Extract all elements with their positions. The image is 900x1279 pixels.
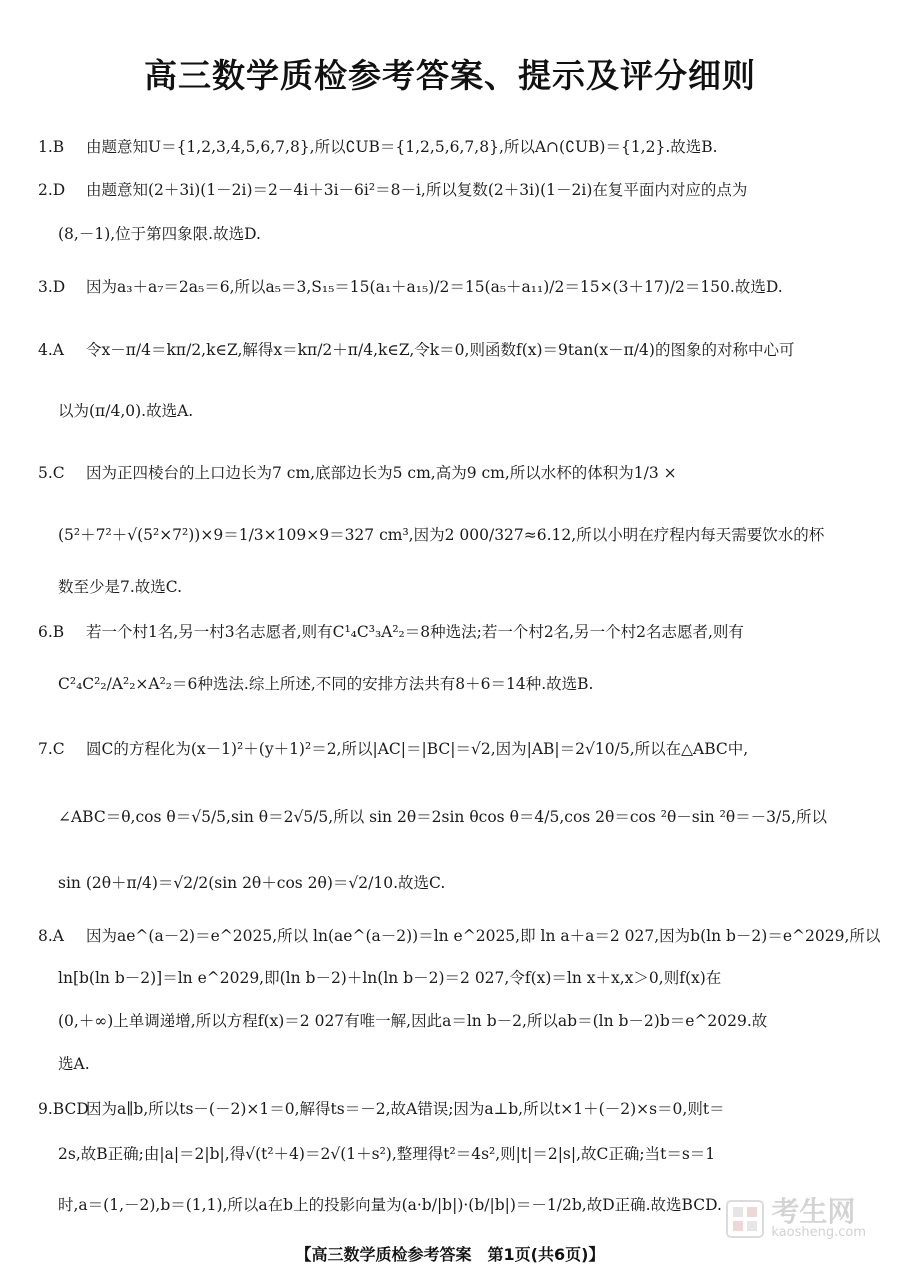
answer-2-line-2: (8,－1),位于第四象限.故选D. xyxy=(58,225,261,243)
answer-7: 7.C 圆C的方程化为(x－1)²＋(y＋1)²＝2,所以|AC|＝|BC|＝√2,因为|AB|＝2√10/5,所以在△ABC中, xyxy=(38,740,749,758)
page-footer: 【高三数学质检参考答案 第1页(共6页)】 xyxy=(295,1245,605,1264)
answer-3: 3.D 因为a₃＋a₇＝2a₅＝6,所以a₅＝3,S₁₅＝15(a₁＋a₁₅)/2＝15(a₅＋a₁₁)/2＝15×(3＋17)/2＝150.故选D. xyxy=(38,278,783,296)
answer-2-line-1: 由题意知(2＋3i)(1－2i)＝2－4i＋3i－6i²＝8－i,所以复数(2＋3i)(1－2i)在复平面内对应的点为 xyxy=(86,181,748,199)
answer-4-line-2: 以为(π/4,0).故选A. xyxy=(58,402,194,420)
answer-6-line-2: C²₄C²₂/A²₂×A²₂＝6种选法.综上所述,不同的安排方法共有8＋6＝14种.故选B. xyxy=(58,675,594,693)
answer-1: 1.B 由题意知U＝{1,2,3,4,5,6,7,8},所以∁UB＝{1,2,5,6,7,8},所以A∩(∁UB)＝{1,2}.故选B. xyxy=(38,138,718,156)
watermark xyxy=(725,1195,866,1240)
answer-6: 6.B 若一个村1名,另一村3名志愿者,则有C¹₄C³₃A²₂＝8种选法;若一个村2名,另一个村2名志愿者,则有 xyxy=(38,623,744,641)
answer-4: 4.A 令x－π/4＝kπ/2,k∈Z,解得x＝kπ/2＋π/4,k∈Z,令k＝0,则函数f(x)＝9tan(x－π/4)的图象的对称中心可 xyxy=(38,341,795,359)
answer-6-line-1: 若一个村1名,另一村3名志愿者,则有C¹₄C³₃A²₂＝8种选法;若一个村2名,另一个村2名志愿者,则有 xyxy=(86,623,744,641)
answer-7-line-2: ∠ABC＝θ,cos θ＝√5/5,sin θ＝2√5/5,所以 sin 2θ＝2sin θcos θ＝4/5,cos 2θ＝cos ²θ－sin ²θ＝－3/5,所以 xyxy=(58,808,828,826)
answer-3-line-1: 因为a₃＋a₇＝2a₅＝6,所以a₅＝3,S₁₅＝15(a₁＋a₁₅)/2＝15(a₅＋a₁₁)/2＝15×(3＋17)/2＝150.故选D. xyxy=(86,278,783,296)
answer-9: 9.BCD因为a∥b,所以ts－(－2)×1＝0,解得ts＝－2,故A错误;因为a⊥b,所以t×1＋(－2)×s＝0,则t＝ xyxy=(38,1100,725,1118)
answer-9-line-2: 2s,故B正确;由|a|＝2|b|,得√(t²＋4)＝2√(1＋s²),整理得t²＝4s²,则|t|＝2|s|,故C正确;当t＝s＝1 xyxy=(58,1145,716,1163)
answer-1-line-1: 由题意知U＝{1,2,3,4,5,6,7,8},所以∁UB＝{1,2,5,6,7,8},所以A∩(∁UB)＝{1,2}.故选B. xyxy=(86,138,718,156)
answer-8-line-3: (0,＋∞)上单调递增,所以方程f(x)＝2 027有唯一解,因此a＝ln b－2,所以ab＝(ln b－2)b＝e^2029.故 xyxy=(58,1012,768,1030)
answer-8: 8.A 因为ae^(a－2)＝e^2025,所以 ln(ae^(a－2))＝ln e^2025,即 ln a＋a＝2 027,因为b(ln b－2)＝e^2029,所以 xyxy=(38,927,881,945)
answer-7-line-1: 圆C的方程化为(x－1)²＋(y＋1)²＝2,所以|AC|＝|BC|＝√2,因为|AB|＝2√10/5,所以在△ABC中, xyxy=(86,740,749,758)
answer-9-line-1: 因为a∥b,所以ts－(－2)×1＝0,解得ts＝－2,故A错误;因为a⊥b,所以t×1＋(－2)×s＝0,则t＝ xyxy=(86,1100,725,1118)
answer-5-line-3: 数至少是7.故选C. xyxy=(58,578,183,596)
answer-5-line-1: 因为正四棱台的上口边长为7 cm,底部边长为5 cm,高为9 cm,所以水杯的体积为1/3 × xyxy=(86,464,677,482)
answer-8-line-4: 选A. xyxy=(58,1055,90,1073)
watermark-logo-icon xyxy=(725,1199,765,1239)
page-title: 高三数学质检参考答案、提示及评分细则 xyxy=(144,56,756,95)
answer-4-line-1: 令x－π/4＝kπ/2,k∈Z,解得x＝kπ/2＋π/4,k∈Z,令k＝0,则函数f(x)＝9tan(x－π/4)的图象的对称中心可 xyxy=(86,341,795,359)
answer-5: 5.C 因为正四棱台的上口边长为7 cm,底部边长为5 cm,高为9 cm,所以水杯的体积为1/3 × xyxy=(38,464,677,482)
answer-8-line-1: 因为ae^(a－2)＝e^2025,所以 ln(ae^(a－2))＝ln e^2025,即 ln a＋a＝2 027,因为b(ln b－2)＝e^2029,所以 xyxy=(86,927,881,945)
answer-2: 2.D 由题意知(2＋3i)(1－2i)＝2－4i＋3i－6i²＝8－i,所以复数(2＋3i)(1－2i)在复平面内对应的点为 xyxy=(38,181,748,199)
watermark-text: 考生网 xyxy=(771,1195,856,1228)
answer-5-line-2: (5²＋7²＋√(5²×7²))×9＝1/3×109×9＝327 cm³,因为2 000/327≈6.12,所以小明在疗程内每天需要饮水的杯 xyxy=(58,526,825,544)
answer-8-line-2: ln[b(ln b－2)]＝ln e^2029,即(ln b－2)＋ln(ln b－2)＝2 027,令f(x)＝ln x＋x,x＞0,则f(x)在 xyxy=(58,969,722,987)
answer-7-line-3: sin (2θ＋π/4)＝√2/2(sin 2θ＋cos 2θ)＝√2/10.故选C. xyxy=(58,874,446,892)
watermark-url: kaosheng.com xyxy=(771,1225,866,1240)
answer-9-line-3: 时,a＝(1,－2),b＝(1,1),所以a在b上的投影向量为(a·b/|b|)·(b/|b|)＝－1/2b,故D正确.故选BCD. xyxy=(58,1196,722,1214)
